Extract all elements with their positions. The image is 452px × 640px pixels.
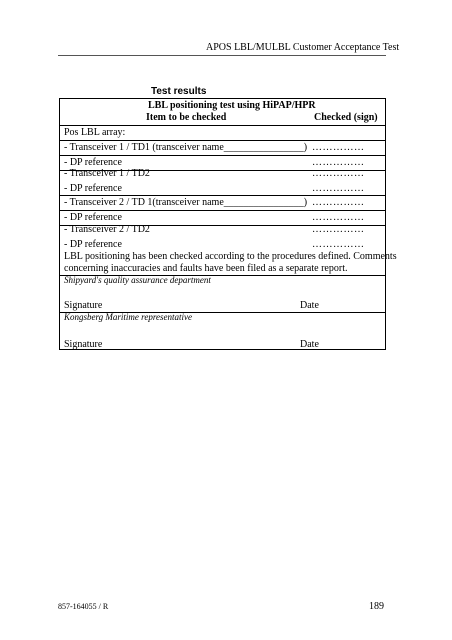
row-check: …………… — [312, 183, 365, 194]
footer-page-number: 189 — [369, 601, 384, 612]
row-check: …………… — [312, 168, 365, 179]
row-item: - Transceiver 2 / TD2 — [64, 224, 150, 235]
row-item: - DP reference — [64, 157, 122, 168]
row-check: …………… — [312, 157, 365, 168]
row-item: - DP reference — [64, 183, 122, 194]
date-label-1: Date — [300, 300, 319, 311]
row-item: - Transceiver 1 / TD2 — [64, 168, 150, 179]
group-divider — [60, 140, 385, 141]
column-header-checked: Checked (sign) — [314, 112, 378, 123]
results-table — [59, 98, 397, 350]
section-title: Test results — [151, 86, 207, 97]
row-item: - DP reference — [64, 239, 122, 250]
signature-label-1: Signature — [64, 300, 103, 311]
footer-doc-number: 857-164055 / R — [58, 602, 109, 611]
row-check: …………… — [312, 142, 365, 153]
group-label: Pos LBL array: — [64, 127, 126, 138]
row-check: …………… — [312, 197, 365, 208]
row-item: - DP reference — [64, 212, 122, 223]
page-header-title: APOS LBL/MULBL Customer Acceptance Test — [206, 42, 400, 53]
row-divider — [60, 155, 385, 156]
header-divider — [60, 125, 385, 126]
row-divider — [60, 195, 385, 196]
statement-line-1: LBL positioning has been checked according to the procedures defined. Comments — [64, 251, 397, 262]
row-check: …………… — [312, 239, 365, 250]
statement-line-2: concerning inaccuracies and faults have been filed as a separate report. — [64, 263, 348, 274]
row-item: - Transceiver 1 / TD1 (transceiver name________________) — [64, 142, 308, 153]
column-header-item: Item to be checked — [146, 112, 227, 123]
shipyard-dept-label: Shipyard's quality assurance department — [64, 275, 211, 285]
date-label-2: Date — [300, 339, 319, 350]
row-item: - Transceiver 2 / TD 1(transceiver name________________) — [64, 197, 308, 208]
row-check: …………… — [312, 212, 365, 223]
row-check: …………… — [312, 224, 365, 235]
table-title: LBL positioning test using HiPAP/HPR — [148, 100, 316, 111]
signature-label-2: Signature — [64, 339, 103, 350]
kongsberg-rep-label: Kongsberg Maritime representative — [64, 312, 192, 322]
row-divider — [60, 210, 385, 211]
header-rule — [58, 55, 386, 56]
